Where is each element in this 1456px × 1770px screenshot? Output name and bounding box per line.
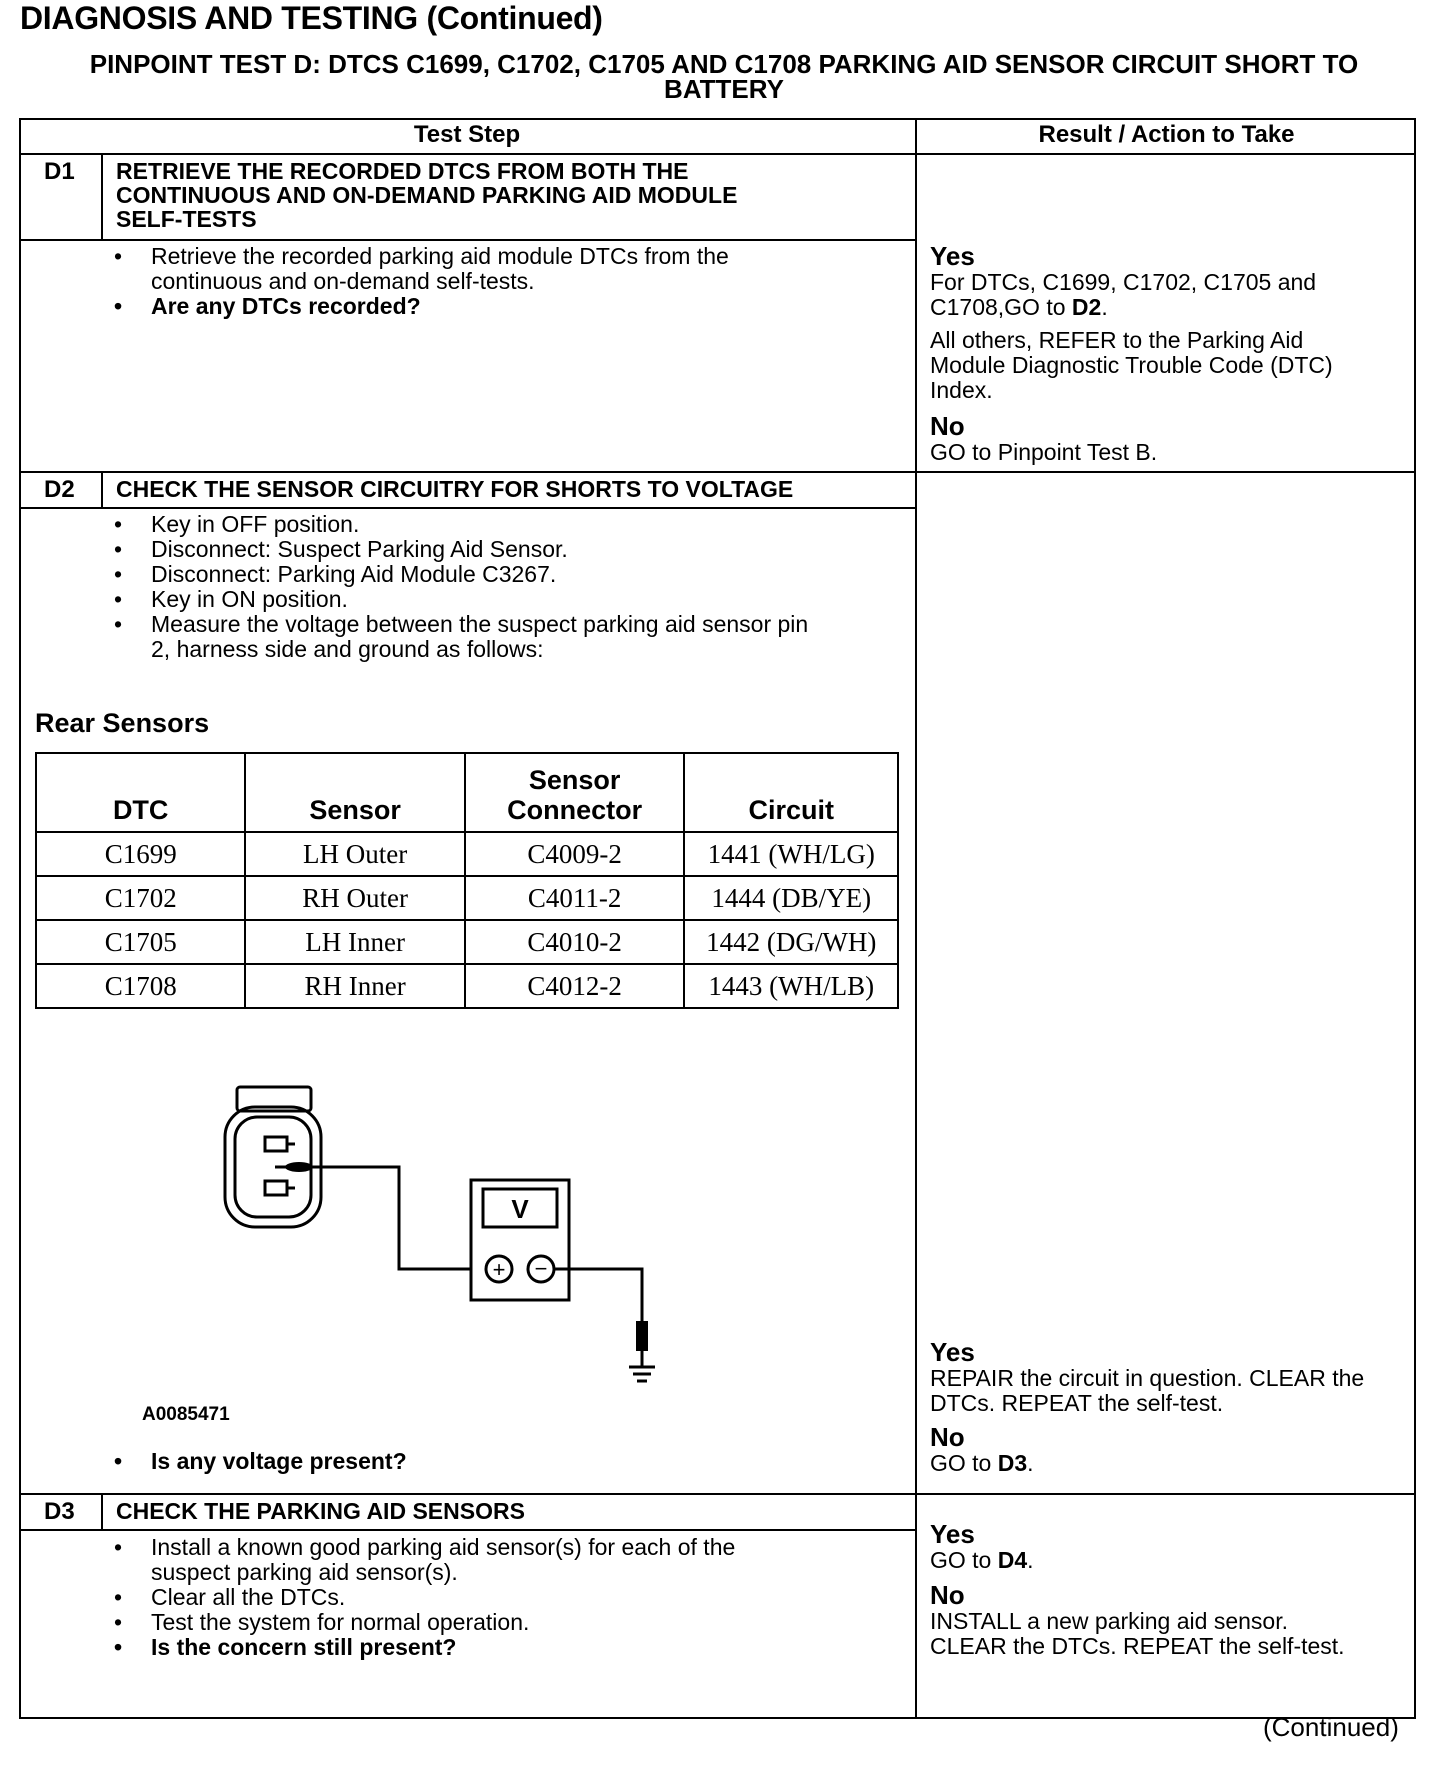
bullet-line: suspect parking aid sensor(s). bbox=[151, 1559, 458, 1585]
bullet-dot: • bbox=[114, 611, 123, 637]
table-row bbox=[36, 964, 898, 1008]
column-header-test-step: Test Step bbox=[413, 121, 521, 148]
cell-circuit: 1442 (DG/WH) bbox=[684, 920, 898, 964]
sensor-col-dtc: DTC bbox=[36, 753, 245, 832]
action-text: GO to bbox=[930, 1450, 998, 1476]
step-id-d1: D1 bbox=[44, 158, 75, 185]
probe-lead-positive bbox=[275, 1167, 470, 1269]
cell-dtc: C1702 bbox=[36, 876, 245, 920]
d1-no-action: GO to Pinpoint Test B. bbox=[930, 439, 1158, 465]
bullet-dot: • bbox=[114, 561, 123, 587]
bullet-dot: • bbox=[114, 1634, 123, 1660]
d1-yes-action bbox=[930, 270, 1333, 403]
action-line: For DTCs, C1699, C1702, C1705 and bbox=[930, 269, 1317, 295]
d1-title-bottom bbox=[19, 239, 917, 241]
cell-circuit: 1444 (DB/YE) bbox=[684, 876, 898, 920]
action-line: DTCs. REPEAT the self-test. bbox=[930, 1390, 1224, 1416]
header-line: Connector bbox=[507, 795, 643, 825]
bullet-line: Is any voltage present? bbox=[151, 1448, 407, 1474]
d3-yes-action bbox=[930, 1548, 1034, 1573]
probe-lead-negative bbox=[554, 1269, 642, 1323]
action-text: C1708,GO to bbox=[930, 294, 1072, 320]
d1-row-bottom bbox=[19, 471, 1416, 473]
bullet-text bbox=[151, 612, 808, 662]
step-ref-d4: D4 bbox=[997, 1547, 1028, 1573]
d3-no-action bbox=[930, 1609, 1345, 1659]
sensor-col-circuit: Circuit bbox=[684, 753, 898, 832]
action-text: . bbox=[1027, 1547, 1034, 1573]
bullet-line: Key in OFF position. bbox=[151, 511, 360, 537]
bullet-line: 2, harness side and ground as follows: bbox=[151, 636, 544, 662]
action-line: INSTALL a new parking aid sensor. bbox=[930, 1608, 1288, 1634]
ground-probe bbox=[636, 1321, 648, 1351]
bullet-text bbox=[151, 587, 348, 612]
figure-id: A0085471 bbox=[142, 1404, 230, 1425]
bullet-text bbox=[151, 562, 556, 587]
d2-no-action bbox=[930, 1451, 1034, 1476]
d2-row-bottom bbox=[19, 1493, 1416, 1495]
d2-id-divider bbox=[101, 471, 103, 507]
table-row bbox=[36, 832, 898, 876]
table-row bbox=[36, 920, 898, 964]
table-row bbox=[36, 876, 898, 920]
bullet-line: Are any DTCs recorded? bbox=[151, 293, 421, 319]
cell-dtc: C1705 bbox=[36, 920, 245, 964]
sensor-col-connector bbox=[465, 753, 685, 832]
probe-tip bbox=[285, 1162, 313, 1172]
d3-no-label: No bbox=[930, 1580, 965, 1610]
sensor-table-header-row bbox=[36, 753, 898, 832]
cell-connector: C4009-2 bbox=[465, 832, 685, 876]
cell-circuit: 1441 (WH/LG) bbox=[684, 832, 898, 876]
bullet-text bbox=[151, 537, 568, 562]
bullet-text bbox=[151, 1535, 735, 1585]
bullet-dot: • bbox=[114, 1534, 123, 1560]
bullet-dot: • bbox=[114, 536, 123, 562]
meter-label: V bbox=[511, 1194, 529, 1224]
pinpoint-test-title bbox=[20, 49, 1428, 104]
bullet-line: Clear all the DTCs. bbox=[151, 1584, 346, 1610]
bullet-dot: • bbox=[114, 511, 123, 537]
d1-id-divider bbox=[101, 153, 103, 239]
rear-sensors-table bbox=[35, 752, 899, 1009]
cell-dtc: C1699 bbox=[36, 832, 245, 876]
sensor-col-sensor: Sensor bbox=[245, 753, 464, 832]
action-line: All others, REFER to the Parking Aid bbox=[930, 327, 1304, 353]
action-text: GO to bbox=[930, 1547, 998, 1573]
pinpoint-test-title-line1: PINPOINT TEST D: DTCS C1699, C1702, C1705 AND C1708 PARKING AID SENSOR CIRCUIT SHORT TO bbox=[89, 49, 1359, 79]
bullet-text bbox=[151, 1610, 529, 1635]
column-header-result: Result / Action to Take bbox=[1038, 121, 1295, 148]
plus-terminal: + bbox=[492, 1257, 506, 1282]
cell-sensor: LH Inner bbox=[245, 920, 464, 964]
step-id-d3: D3 bbox=[44, 1498, 75, 1525]
cell-dtc: C1708 bbox=[36, 964, 245, 1008]
cell-connector: C4010-2 bbox=[465, 920, 685, 964]
cell-sensor: RH Inner bbox=[245, 964, 464, 1008]
d3-id-divider bbox=[101, 1493, 103, 1529]
bullet-line: Retrieve the recorded parking aid module DTCs from the bbox=[151, 243, 729, 269]
d2-title-bottom bbox=[19, 507, 917, 509]
action-line: REPAIR the circuit in question. CLEAR the bbox=[930, 1365, 1365, 1391]
bullet-dot: • bbox=[114, 243, 123, 269]
step-ref-d2: D2 bbox=[1071, 294, 1102, 320]
cell-connector: C4011-2 bbox=[465, 876, 685, 920]
bullet-line: Measure the voltage between the suspect parking aid sensor pin bbox=[151, 611, 809, 637]
step-title-line: SELF-TESTS bbox=[116, 206, 257, 232]
column-divider bbox=[915, 118, 917, 1719]
sensor-connector-icon bbox=[225, 1087, 321, 1227]
bullet-text bbox=[151, 1449, 407, 1474]
pinpoint-test-title-line2: BATTERY bbox=[664, 74, 784, 104]
step-title-d3: CHECK THE PARKING AID SENSORS bbox=[116, 1498, 525, 1524]
action-text: . bbox=[1027, 1450, 1034, 1476]
d2-no-label: No bbox=[930, 1422, 965, 1452]
bullet-dot: • bbox=[114, 1584, 123, 1610]
bullet-dot: • bbox=[114, 586, 123, 612]
bullet-line: Test the system for normal operation. bbox=[151, 1609, 530, 1635]
header-divider bbox=[19, 153, 1416, 155]
d2-yes-label: Yes bbox=[930, 1337, 975, 1367]
bullet-line: continuous and on-demand self-tests. bbox=[151, 268, 535, 294]
step-title-d1 bbox=[116, 159, 737, 231]
bullet-line: Install a known good parking aid sensor(s) for each of the bbox=[151, 1534, 736, 1560]
step-id-d2: D2 bbox=[44, 476, 75, 503]
continued-label: (Continued) bbox=[1263, 1712, 1399, 1742]
bullet-text bbox=[151, 512, 359, 537]
rear-sensors-heading: Rear Sensors bbox=[35, 708, 210, 738]
bullet-text bbox=[151, 244, 729, 294]
page-title: DIAGNOSIS AND TESTING (Continued) bbox=[20, 0, 603, 36]
d1-no-label: No bbox=[930, 411, 965, 441]
voltage-measurement-diagram bbox=[215, 1075, 735, 1415]
bullet-text bbox=[151, 294, 421, 319]
d2-yes-action bbox=[930, 1366, 1364, 1416]
bullet-line: Is the concern still present? bbox=[151, 1634, 457, 1660]
action-line: Module Diagnostic Trouble Code (DTC) bbox=[930, 352, 1333, 378]
minus-terminal: − bbox=[534, 1256, 548, 1281]
bullet-text bbox=[151, 1585, 345, 1610]
step-title-line: CONTINUOUS AND ON-DEMAND PARKING AID MODULE bbox=[116, 182, 738, 208]
d1-yes-label: Yes bbox=[930, 241, 975, 271]
d3-yes-label: Yes bbox=[930, 1519, 975, 1549]
action-line bbox=[930, 295, 1333, 320]
bullet-line: Disconnect: Parking Aid Module C3267. bbox=[151, 561, 557, 587]
cell-circuit: 1443 (WH/LB) bbox=[684, 964, 898, 1008]
cell-sensor: RH Outer bbox=[245, 876, 464, 920]
bullet-dot: • bbox=[114, 1448, 123, 1474]
header-line: Sensor bbox=[528, 765, 621, 795]
bullet-dot: • bbox=[114, 1609, 123, 1635]
ground-icon bbox=[629, 1351, 655, 1381]
action-line: CLEAR the DTCs. REPEAT the self-test. bbox=[930, 1633, 1345, 1659]
action-text: . bbox=[1101, 294, 1108, 320]
action-line: Index. bbox=[930, 377, 993, 403]
step-ref-d3: D3 bbox=[997, 1450, 1028, 1476]
step-title-d2: CHECK THE SENSOR CIRCUITRY FOR SHORTS TO VOLTAGE bbox=[116, 476, 794, 502]
d3-title-bottom bbox=[19, 1529, 917, 1531]
bullet-line: Key in ON position. bbox=[151, 586, 348, 612]
cell-connector: C4012-2 bbox=[465, 964, 685, 1008]
bullet-dot: • bbox=[114, 293, 123, 319]
cell-sensor: LH Outer bbox=[245, 832, 464, 876]
bullet-line: Disconnect: Suspect Parking Aid Sensor. bbox=[151, 536, 568, 562]
step-title-line: RETRIEVE THE RECORDED DTCS FROM BOTH THE bbox=[116, 158, 689, 184]
bullet-text bbox=[151, 1635, 456, 1660]
